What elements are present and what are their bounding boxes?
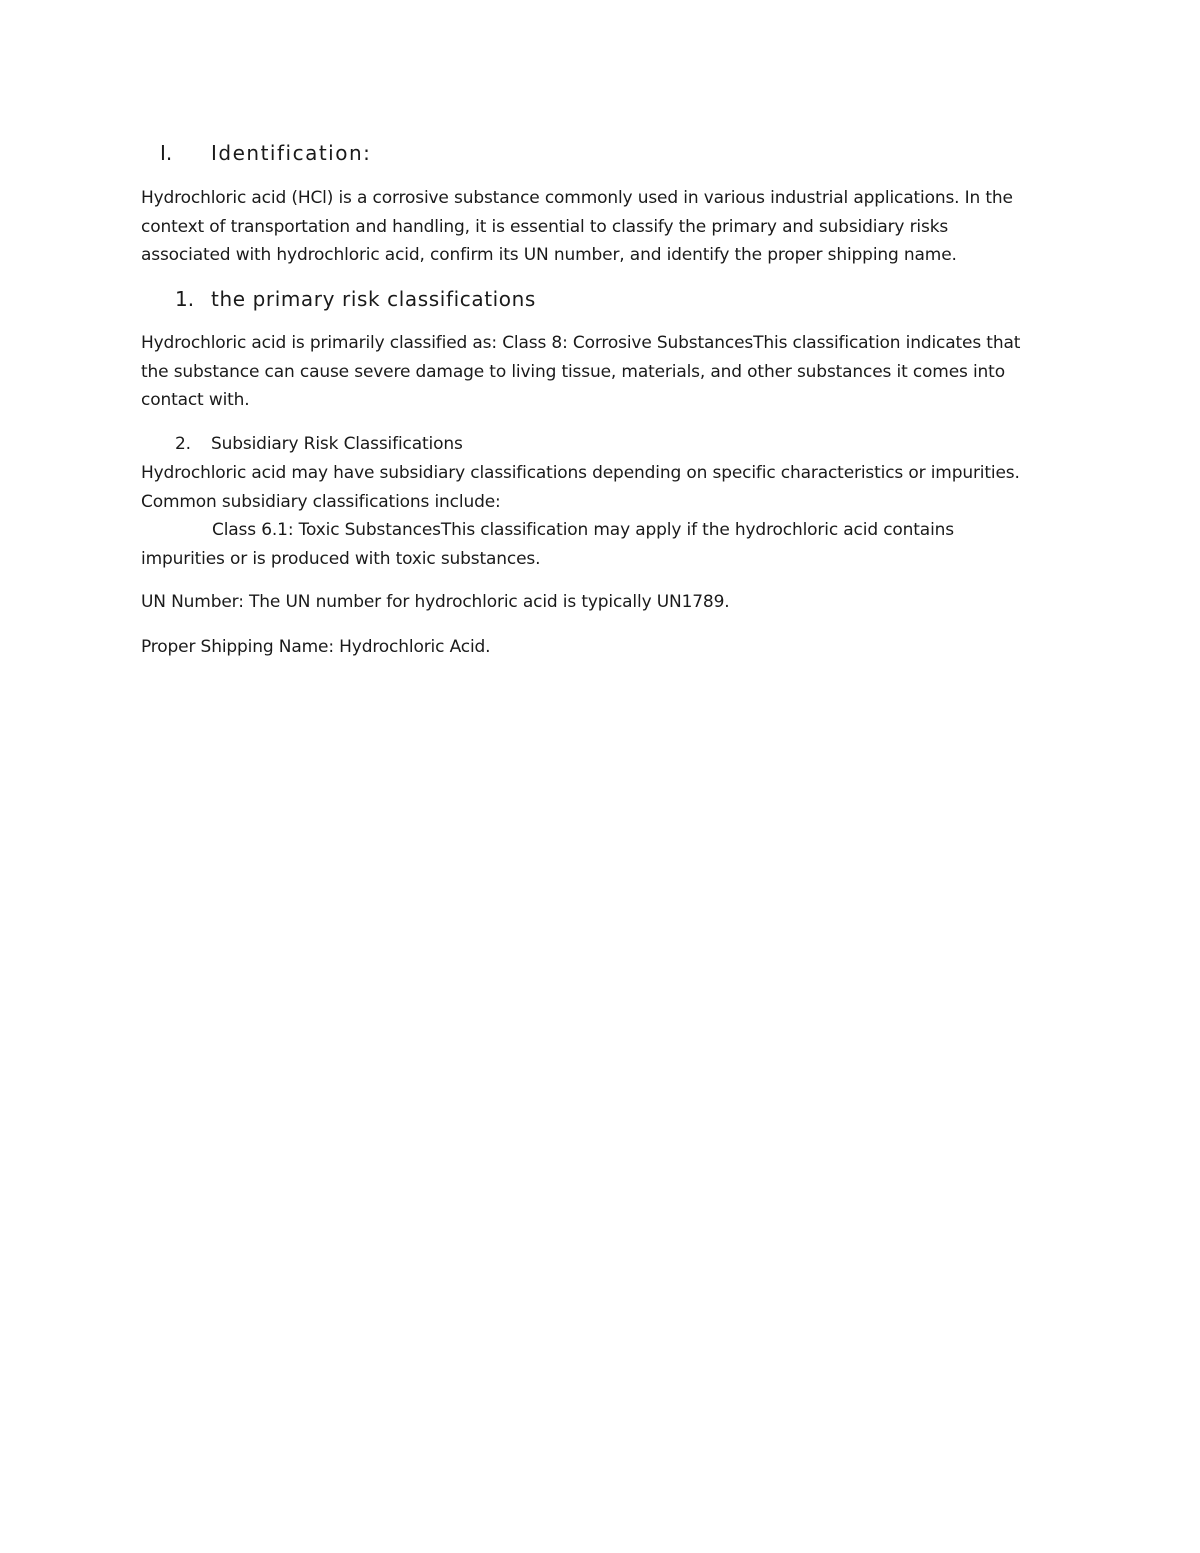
paragraph-line: Common subsidiary classifications include: [141,491,501,512]
paragraph-line: associated with hydrochloric acid, confirm its UN number, and identify the proper shipping name. [141,245,957,265]
paragraph-line: UN Number: The UN number for hydrochloric acid is typically UN1789. [141,592,730,612]
section-heading-primary-risk [175,285,536,313]
paragraph-line: impurities or is produced with toxic substances. [141,548,541,569]
section-heading-identification [160,139,371,167]
subsidiary-risk-paragraph [141,459,1061,573]
section-number: I. [160,141,173,165]
paragraph-line: context of transportation and handling, it is essential to classify the primary and subsidiary risks [141,216,949,237]
shipping-name-paragraph [141,633,1061,662]
list-number: 1. [175,287,195,311]
list-number: 2. [175,434,191,454]
primary-risk-paragraph [141,329,1061,415]
section-title: the primary risk classifications [211,287,536,311]
paragraph-line: Hydrochloric acid (HCl) is a corrosive substance commonly used in various industrial applications. In the [141,188,1013,208]
paragraph-line: Class 6.1: Toxic SubstancesThis classification may apply if the hydrochloric acid contains [212,520,954,540]
paragraph-line: the substance can cause severe damage to living tissue, materials, and other substances it comes into [141,361,1005,382]
section-title: Subsidiary Risk Classifications [211,434,463,454]
section-title: Identification: [211,141,372,165]
paragraph-line: Proper Shipping Name: Hydrochloric Acid. [141,637,491,657]
paragraph-line: Hydrochloric acid may have subsidiary classifications depending on specific characteristics or impurities. [141,463,1020,483]
paragraph-line: Hydrochloric acid is primarily classified as: Class 8: Corrosive SubstancesThis classification indicates that [141,333,1021,353]
identification-paragraph [141,184,1061,270]
un-number-paragraph [141,588,1061,617]
section-heading-subsidiary-risk [175,430,463,458]
paragraph-line: contact with. [141,390,250,410]
